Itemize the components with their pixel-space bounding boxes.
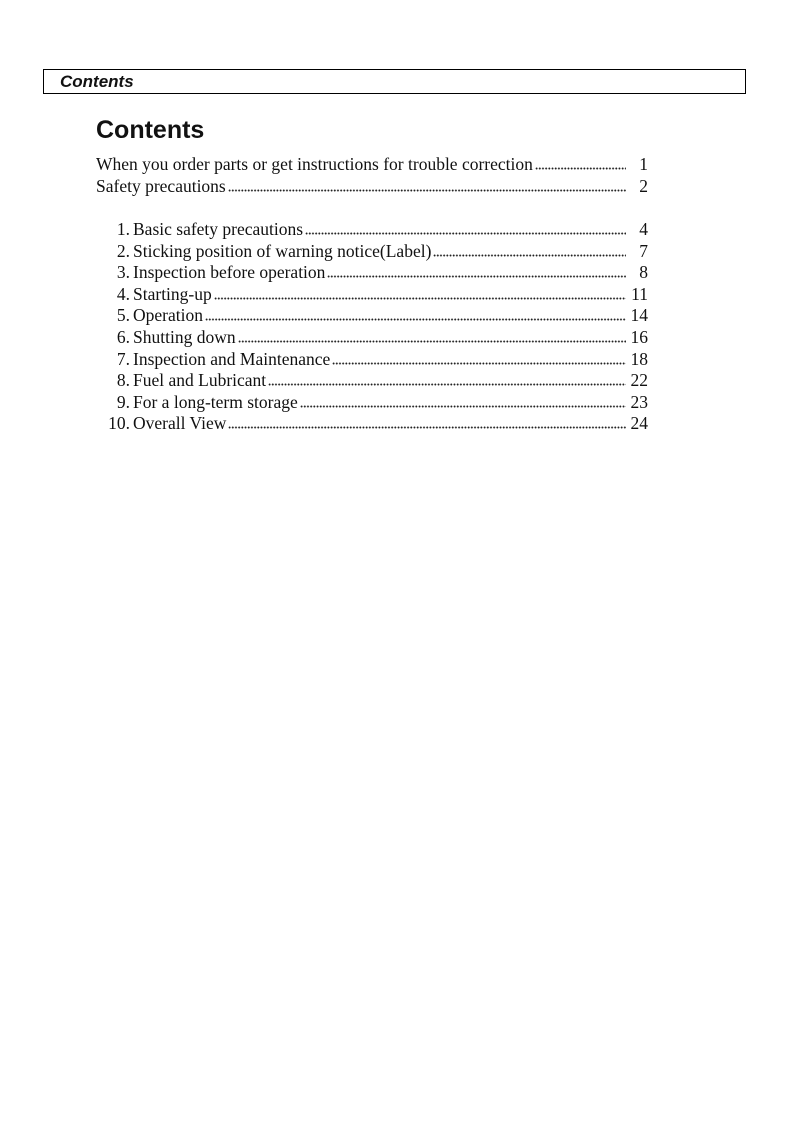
toc-entry-page: 23: [630, 391, 648, 412]
toc-entry-number: 1.: [116, 219, 130, 239]
toc-entry[interactable]: [96, 327, 648, 349]
toc-entry-page: 8: [639, 262, 648, 283]
toc-entry-title: Shutting down: [133, 326, 236, 347]
dot-leader: [205, 317, 626, 321]
toc-entry-title: Inspection before operation: [133, 262, 326, 283]
dot-leader: [433, 253, 626, 257]
toc-entry-number: 7.: [116, 348, 130, 369]
toc-entry[interactable]: [96, 392, 648, 414]
toc-top-list: [96, 154, 648, 197]
toc-entry-title: Sticking position of warning notice(Label): [133, 240, 432, 261]
toc-entry-number: 8.: [116, 370, 130, 391]
toc-entry[interactable]: [96, 176, 648, 198]
dot-leader: [305, 231, 626, 235]
toc-entry-title: Safety precautions: [96, 175, 226, 196]
dot-leader: [268, 382, 626, 386]
toc-entry[interactable]: [96, 284, 648, 306]
toc-entry[interactable]: [96, 305, 648, 327]
toc-entry[interactable]: [96, 262, 648, 284]
toc-entry-title: Overall View: [133, 413, 227, 434]
toc-entry-page: 4: [639, 219, 648, 239]
dot-leader: [332, 361, 626, 365]
header-label: Contents: [60, 72, 134, 91]
toc-entry[interactable]: [96, 370, 648, 392]
toc-entry-number: 3.: [116, 262, 130, 283]
toc-entry[interactable]: [96, 413, 648, 435]
toc-entry-title: Operation: [133, 305, 203, 326]
dot-leader: [300, 404, 626, 408]
page-title: Contents: [96, 116, 205, 144]
toc-entry-number: 4.: [116, 283, 130, 304]
toc-entry-page: 22: [630, 370, 648, 391]
dot-leader: [214, 296, 626, 300]
dot-leader: [327, 274, 626, 278]
toc-entry-number: 9.: [116, 391, 130, 412]
toc-entry-page: 11: [631, 283, 648, 304]
dot-leader: [238, 339, 626, 343]
toc-entry-number: 5.: [116, 305, 130, 326]
toc-entry-page: 2: [639, 175, 648, 196]
dot-leader: [228, 425, 626, 429]
toc-entry-page: 7: [639, 240, 648, 261]
toc-entry-title: Fuel and Lubricant: [133, 370, 267, 391]
toc-entry-number: 10.: [108, 413, 130, 434]
dot-leader: [535, 166, 626, 170]
toc-entry-title: When you order parts or get instructions for trouble correction: [96, 154, 533, 174]
toc-entry-number: 2.: [116, 240, 130, 261]
toc-entry-title: For a long-term storage: [133, 391, 298, 412]
toc-entry-title: Starting-up: [133, 283, 212, 304]
toc-entry[interactable]: [96, 154, 648, 176]
toc-entry[interactable]: [96, 219, 648, 241]
toc-entry[interactable]: [96, 241, 648, 263]
toc-entry[interactable]: [96, 349, 648, 371]
toc-entry-title: Basic safety precautions: [133, 219, 304, 239]
toc-entry-page: 14: [630, 305, 648, 326]
toc-numbered-list: [96, 219, 648, 435]
toc-entry-page: 18: [630, 348, 648, 369]
toc-entry-page: 16: [630, 326, 648, 347]
toc-entry-page: 1: [639, 154, 648, 174]
page-header-box: [43, 69, 746, 94]
toc-entry-page: 24: [630, 413, 648, 434]
dot-leader: [228, 188, 626, 192]
toc-entry-title: Inspection and Maintenance: [133, 348, 331, 369]
toc-entry-number: 6.: [116, 326, 130, 347]
